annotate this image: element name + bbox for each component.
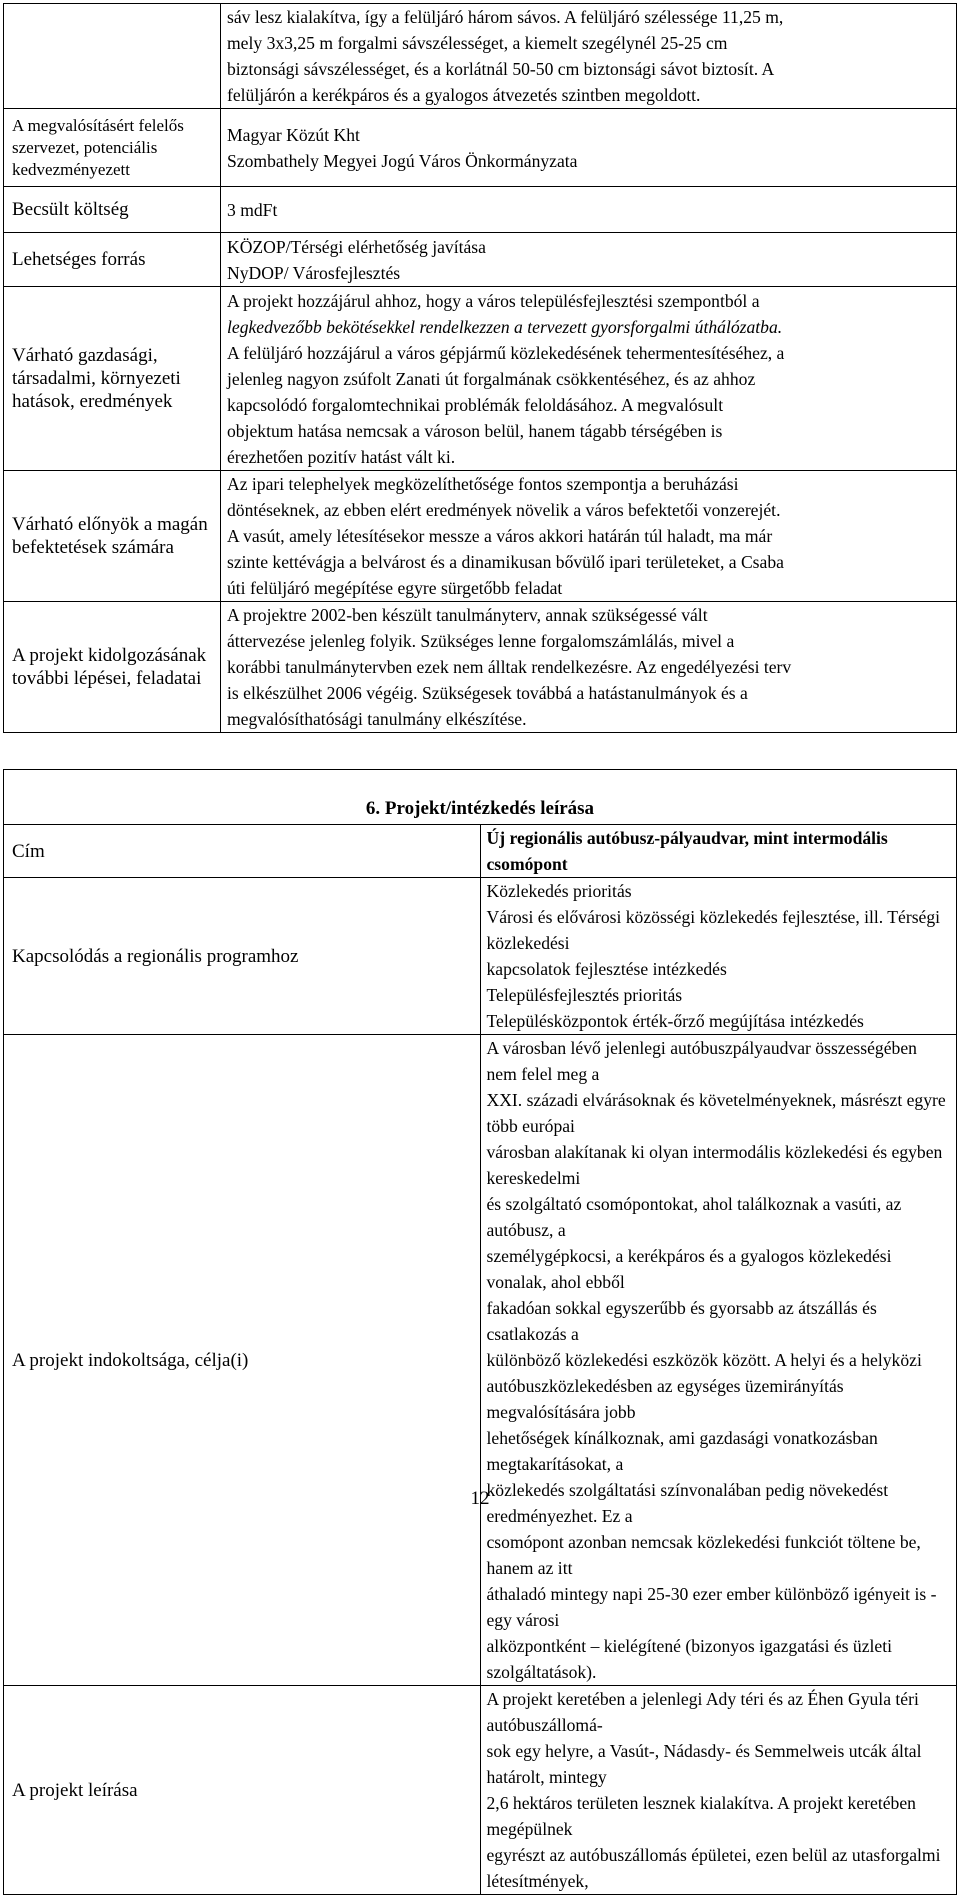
- text-line: közlekedés szolgáltatási színvonalában pedig növekedést eredményezhet. Ez a: [486, 1480, 889, 1526]
- text-line: kapcsolatok fejlesztése intézkedés: [486, 959, 727, 979]
- text-line: jelenleg nagyon zsúfolt Zanati út forgalmának csökkentéséhez, és az ahhoz: [227, 368, 756, 389]
- text-line: alközpontként – kielégítené (bizonyos igazgatási és üzleti szolgáltatások).: [486, 1636, 892, 1682]
- table-row: [4, 825, 957, 878]
- text-line: Szombathely Megyei Jogú Város Önkormányzata: [227, 150, 578, 171]
- text-line: személygépkocsi, a kerékpáros és a gyalogos közlekedési vonalak, ahol ebből: [486, 1246, 892, 1292]
- text-line: lehetőségek kínálkoznak, ami gazdasági vonatkozásban megtakarításokat, a: [486, 1428, 878, 1474]
- text-line: A projekt hozzájárul ahhoz, hogy a város településfejlesztési szempontból a: [227, 290, 760, 311]
- text-line: mely 3x3,25 m forgalmi sávszélességet, a kiemelt szegélynél 25-25 cm: [227, 33, 728, 53]
- project-title: Új regionális autóbusz-pályaudvar, mint intermodális csomópont: [480, 825, 957, 878]
- text-line: Közlekedés prioritás: [486, 881, 632, 901]
- text-line: áttervezése jelenleg folyik. Szükséges lenne forgalomszámlálás, mivel a: [227, 631, 735, 651]
- text-line: kapcsolódó forgalomtechnikai problémák feloldásához. A megvalósult: [227, 394, 724, 415]
- text-line: A vasút, amely létesítésekor messze a város akkori határán túl haladt, ma már: [227, 526, 773, 546]
- row-label: Cím: [4, 825, 481, 878]
- text-line: A felüljáró hozzájárul a város gépjármű közlekedésének tehermentesítéséhez, a: [227, 342, 785, 363]
- page-number: 12: [470, 1488, 490, 1509]
- text-line: 3 mdFt: [227, 199, 278, 220]
- text-line: különböző közlekedési eszközök között. A helyi és a helyközi: [486, 1350, 922, 1370]
- row-content: [221, 233, 957, 287]
- text-line: 2,6 hektáros területen lesznek kialakítva. A projekt keretében megépülnek: [486, 1793, 916, 1839]
- table-row: [4, 4, 957, 109]
- text-line: csomópont azonban nemcsak közlekedési funkciót töltene be, hanem az itt: [486, 1532, 921, 1578]
- text-line: egyrészt az autóbuszállomás épületei, ezen belül az utasforgalmi létesítmények,: [486, 1845, 941, 1891]
- text-line: Településfejlesztés prioritás: [486, 985, 683, 1005]
- row-content: [480, 1686, 957, 1895]
- text-line: legkedvezőbb bekötésekkel rendelkezzen a tervezett gyorsforgalmi úthálózatba.: [227, 316, 783, 337]
- text-line: A városban lévő jelenlegi autóbuszpályaudvar összességében nem felel meg a: [486, 1038, 917, 1084]
- text-line: KÖZOP/Térségi elérhetőség javítása: [227, 236, 486, 257]
- project-table-2: [3, 769, 957, 1895]
- row-content: [221, 109, 957, 187]
- text-line: korábbi tanulmánytervben ezek nem álltak rendelkezésre. Az engedélyezési terv: [227, 657, 792, 677]
- text-line: fakadóan sokkal egyszerűbb és gyorsabb az átszállás és csatlakozás a: [486, 1298, 877, 1344]
- text-line: városban alakítanak ki olyan intermodális közlekedési és egyben kereskedelmi: [486, 1142, 943, 1188]
- row-content: [221, 471, 957, 602]
- text-line: NyDOP/ Városfejlesztés: [227, 262, 401, 283]
- row-content: [221, 4, 957, 109]
- text-line: A projekt keretében a jelenlegi Ady téri és az Éhen Gyula téri autóbuszállomá-: [486, 1689, 919, 1735]
- table-row: [4, 878, 957, 1035]
- table-row: [4, 109, 957, 187]
- table-header-row: [4, 770, 957, 825]
- text-line: Az ipari telephelyek megközelíthetősége fontos szempontja a beruházási: [227, 474, 739, 494]
- text-line: biztonsági sávszélességet, és a korlátnál 50-50 cm biztonsági sávot biztosít. A: [227, 59, 775, 79]
- text-line: sáv lesz kialakítva, így a felüljáró három sávos. A felüljáró szélessége 11,25 m,: [227, 7, 784, 27]
- row-label: Várható gazdasági, társadalmi, környezeti hatások, eredmények: [4, 287, 221, 471]
- text-line: XXI. századi elvárásoknak és követelményeknek, másrészt egyre több európai: [486, 1090, 946, 1136]
- project-table-1: [3, 3, 957, 733]
- text-line: úti felüljáró megépítése egyre sürgetőbb feladat: [227, 578, 563, 598]
- row-label: [4, 4, 221, 109]
- row-content: [480, 1035, 957, 1686]
- text-line: és szolgáltató csomópontokat, ahol találkoznak a vasúti, az autóbusz, a: [486, 1194, 902, 1240]
- row-label: A projekt indokoltsága, célja(i): [4, 1035, 481, 1686]
- row-label: Várható előnyök a magán befektetések számára: [4, 471, 221, 602]
- row-content: [480, 878, 957, 1035]
- table-row: [4, 471, 957, 602]
- table-row: [4, 187, 957, 233]
- text-line: áthaladó mintegy napi 25-30 ezer ember különböző igényeit is - egy városi: [486, 1584, 937, 1630]
- table-row: [4, 1686, 957, 1895]
- row-label: Becsült költség: [4, 187, 221, 233]
- table-row: [4, 233, 957, 287]
- text-line: sok egy helyre, a Vasút-, Nádasdy- és Semmelweis utcák által határolt, mintegy: [486, 1741, 922, 1787]
- text-line: Magyar Közút Kht: [227, 124, 360, 145]
- row-content: [221, 602, 957, 733]
- text-line: is elkészülhet 2006 végéig. Szükségesek továbbá a hatástanulmányok és a: [227, 683, 748, 703]
- row-label: Lehetséges forrás: [4, 233, 221, 287]
- text-line: szinte kettévágja a belvárost és a dinamikusan bővülő ipari területeket, a Csaba: [227, 552, 784, 572]
- row-content: [221, 287, 957, 471]
- table-row: [4, 602, 957, 733]
- text-line: döntéseknek, az ebben elért eredmények növelik a város befektetői vonzerejét.: [227, 500, 781, 520]
- text-line: autóbuszközlekedésben az egységes üzemirányítás megvalósítására jobb: [486, 1376, 844, 1422]
- table-row: [4, 1035, 957, 1686]
- row-label: A projekt leírása: [4, 1686, 481, 1895]
- text-line: érezhetően pozitív hatást vált ki.: [227, 446, 456, 467]
- text-line: Városi és elővárosi közösségi közlekedés fejlesztése, ill. Térségi közlekedési: [486, 907, 941, 953]
- table-row: [4, 287, 957, 471]
- text-line: felüljárón a kerékpáros és a gyalogos átvezetés szintben megoldott.: [227, 85, 701, 105]
- text-line: Településközpontok érték-őrző megújítása intézkedés: [486, 1011, 864, 1031]
- row-label: Kapcsolódás a regionális programhoz: [4, 878, 481, 1035]
- text-line: objektum hatása nemcsak a városon belül, hanem tágabb térségében is: [227, 420, 723, 441]
- row-label: A projekt kidolgozásának további lépései, feladatai: [4, 602, 221, 733]
- text-line: megvalósíthatósági tanulmány elkészítése.: [227, 709, 527, 729]
- section-header: 6. Projekt/intézkedés leírása: [4, 770, 957, 825]
- row-label: A megvalósításért felelős szervezet, potenciális kedvezményezett: [4, 109, 221, 187]
- row-content: [221, 187, 957, 233]
- text-line: A projektre 2002-ben készült tanulmányterv, annak szükségessé vált: [227, 605, 708, 625]
